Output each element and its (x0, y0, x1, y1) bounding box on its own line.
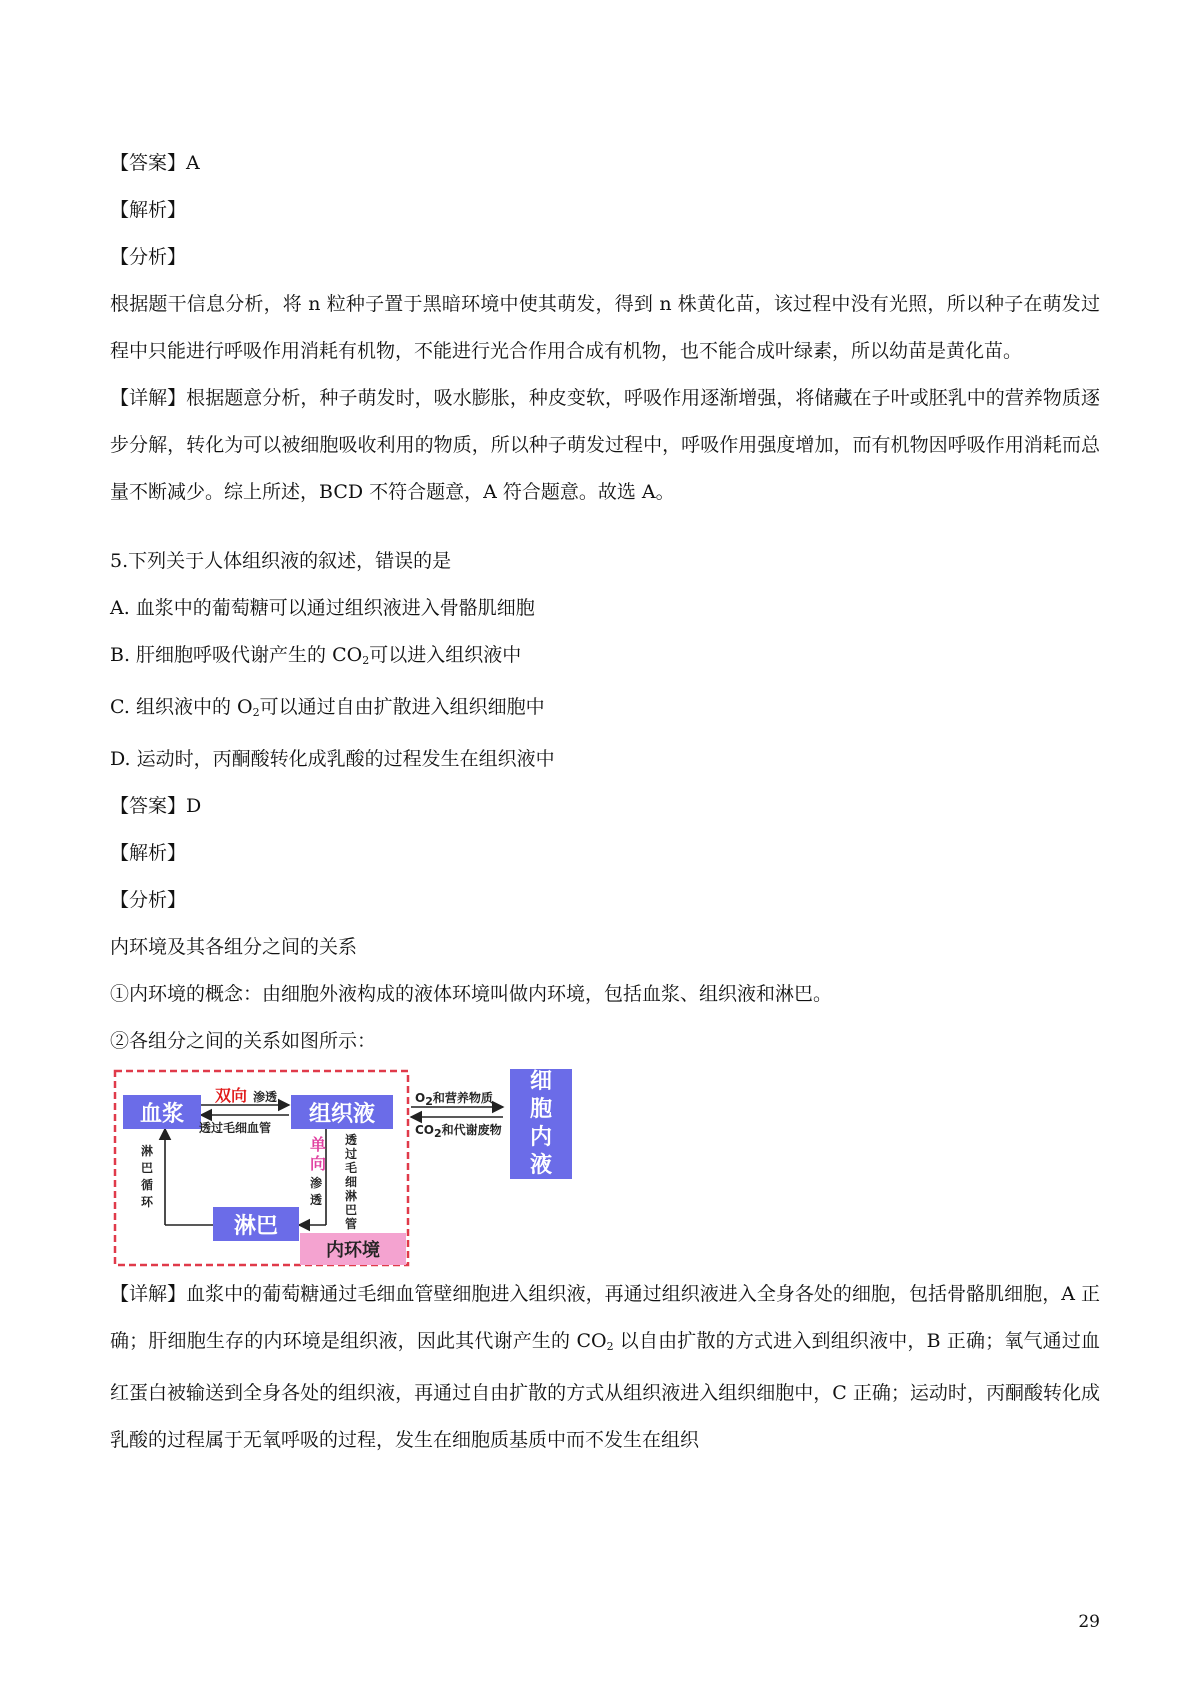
q5-option-d: D. 运动时，丙酮酸转化成乳酸的过程发生在组织液中 (110, 748, 555, 770)
q5-detail-text: 【详解】血浆中的葡萄糖通过毛细血管壁细胞进入组织液，再通过组织液进入全身各处的细胞，包括骨骼肌细胞，A 正确；肝细胞生存的内环境是组织液，因此其代谢产生的 $CO_2$ 以自由扩散的方式进入到组织液中，B 正确；氧气通过血红蛋白被输送到全身各处的组织液，再通过自由扩散的方式从组织液进入组织细胞中，C 正确；运动时，丙酮酸转化成乳酸的过程属于无氧呼吸的过程，发生在细胞质基质中而不发生在组织 (110, 1283, 1101, 1451)
q5-fenxi-line3: ②各组分之间的关系如图所示： (110, 1030, 377, 1052)
q4-analysis-heading: 【解析】 (110, 199, 187, 221)
cell-fluid-box (510, 1069, 572, 1179)
q5-answer: 【答案】D (110, 795, 202, 817)
plasma-box: 血浆 (123, 1095, 201, 1129)
q5-option-b: B. 肝细胞呼吸代谢产生的 $CO_2$可以进入组织液中 (110, 644, 522, 667)
tissue-fluid-box: 组织液 (291, 1095, 393, 1129)
label-through-lymph-vessel: 透 过 毛 细 淋 巴 管 (345, 1133, 358, 1231)
q5-fenxi-heading: 【分析】 (110, 889, 187, 911)
q4-detail-text: 【详解】根据题意分析，种子萌发时，吸水膨胀，种皮变软，呼吸作用逐渐增强，将储藏在子叶或胚乳中的营养物质逐步分解，转化为可以被细胞吸收利用的物质，所以种子萌发过程中，呼吸作用强度增加，而有机物因呼吸作用消耗而总量不断减少。综上所述，BCD 不符合题意，A 符合题意。故选 A。 (110, 387, 1100, 503)
label-lymph-circulation: 淋 巴 循 环 (141, 1144, 154, 1209)
page-number: 29 (1078, 1612, 1100, 1632)
q5-fenxi-line1: 内环境及其各组分之间的关系 (110, 936, 358, 958)
inner-environment-diagram (113, 1069, 583, 1269)
cell-fluid-char: 细 (529, 1069, 552, 1094)
page-content (110, 140, 1100, 1464)
q5-analysis-heading: 【解析】 (110, 842, 187, 864)
q5-option-c: C. 组织液中的 $O_2$可以通过自由扩散进入组织细胞中 (110, 696, 545, 719)
label-o2-nutrients: $O_2$和营养物质 (415, 1091, 493, 1108)
q4-fenxi-text: 根据题干信息分析，将 n 粒种子置于黑暗环境中使其萌发，得到 n 株黄化苗，该过程中没有光照，所以种子在萌发过程中只能进行呼吸作用消耗有机物，不能进行光合作用合成有机物，也不能合成叶绿素，所以幼苗是黄化苗。 (110, 293, 1100, 362)
label-co2-waste: $CO_2$和代谢废物 (415, 1123, 502, 1140)
cell-fluid-char: 内 (529, 1125, 552, 1150)
lymph-box: 淋巴 (213, 1207, 299, 1241)
inner-env-tag: 内环境 (300, 1233, 406, 1265)
section-gap (110, 516, 1100, 538)
q5-stem: 5.下列关于人体组织液的叙述，错误的是 (110, 550, 452, 572)
q5-fenxi-line2: ①内环境的概念：由细胞外液构成的液体环境叫做内环境，包括血浆、组织液和淋巴。 (110, 983, 833, 1005)
q4-fenxi-heading: 【分析】 (110, 246, 187, 268)
label-osmosis-vertical: 渗 透 (310, 1176, 323, 1207)
cell-fluid-char: 胞 (529, 1097, 552, 1122)
q5-option-a: A. 血浆中的葡萄糖可以通过组织液进入骨骼肌细胞 (110, 597, 535, 619)
cell-fluid-char: 液 (529, 1153, 552, 1178)
label-through-capillary: 透过毛细血管 (199, 1121, 272, 1135)
label-unidirectional: 单 向 (310, 1135, 327, 1173)
q4-answer: 【答案】A (110, 152, 200, 174)
label-osmosis: 渗透 (253, 1090, 278, 1104)
label-bidirectional: 双向 (215, 1086, 248, 1105)
